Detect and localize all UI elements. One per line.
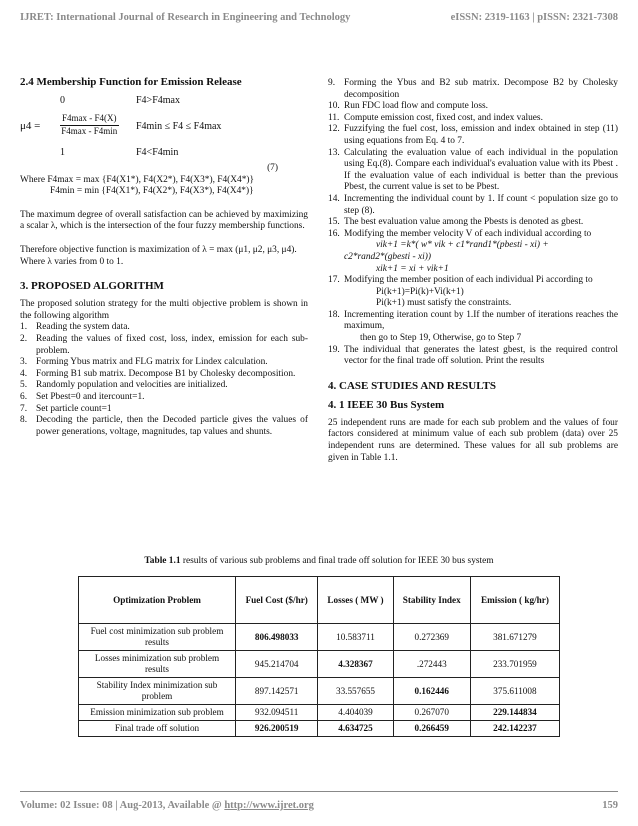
section-4-1-title: 4. 1 IEEE 30 Bus System: [328, 398, 445, 411]
journal-title: IJRET: International Journal of Research in Engineering and Technology: [20, 12, 351, 23]
list-item: 2. Reading the values of fixed cost, loss, index, emission for each sub-problem.: [20, 333, 308, 356]
list-item: 3. Forming Ybus matrix and FLG matrix for Lindex calculation.: [20, 357, 268, 368]
table-cell: Final trade off solution: [79, 721, 236, 737]
right-column: [328, 78, 618, 464]
table-cell: 229.144834: [470, 705, 559, 721]
table-cell: 945.214704: [236, 651, 318, 678]
section-2-4-title: 2.4 Membership Function for Emission Release: [20, 76, 242, 88]
section-4-title: 4. CASE STUDIES AND RESULTS: [328, 379, 497, 392]
table-cell: 381.671279: [470, 624, 559, 651]
list-item: 10. Run FDC load flow and compute loss.: [328, 101, 489, 112]
table-cell: 10.583711: [318, 624, 393, 651]
table-cell: Stability Index minimization sub problem: [79, 678, 236, 705]
page-number: 159: [602, 800, 618, 811]
list-item: 4. Forming B1 sub matrix. Decompose B1 by Cholesky decomposition.: [20, 368, 296, 379]
table-cell: 33.557655: [318, 678, 393, 705]
list-item: 12. Fuzzifying the fuel cost, loss, emission and index obtained in step (11) using equations from Eq. 4 to 7.: [328, 124, 618, 146]
page-header: [20, 12, 618, 23]
algorithm-steps-left: [20, 322, 308, 438]
table-cell: 242.142237: [470, 721, 559, 737]
table-row: [79, 651, 560, 678]
mf-mu: μ4 =: [20, 120, 41, 132]
where-max: Where F4max = max {F4(X1*), F4(X2*), F4(X3*), F4(X4*)}: [20, 174, 255, 185]
left-column: [20, 76, 308, 438]
column-header: Optimization Problem: [79, 577, 236, 624]
list-item: 19. The individual that generates the latest gbest, is the required control vector for the final trade off solution. Print the results: [328, 344, 618, 367]
table-cell: 4.404039: [318, 705, 393, 721]
list-item: 11. Compute emission cost, fixed cost, and index values.: [328, 112, 543, 123]
journal-link[interactable]: http://www.ijret.org: [224, 800, 314, 811]
position-eq-1: Pi(k+1)=Pi(k)+Vi(k+1): [376, 286, 464, 297]
velocity-eq-3: xik+1 = xi + vik+1: [376, 263, 449, 274]
column-header: Stability Index: [393, 577, 470, 624]
mf-numerator: F4max - F4(X): [60, 113, 119, 126]
table-caption-text: results of various sub problems and final trade off solution for IEEE 30 bus system: [180, 556, 494, 566]
list-item: 13. Calculating the evaluation value of each individual in the population using Eq.(8). Compare each individual's evaluation value with its Pbest . If the evaluation value of each individual is better than the previous Pbest, the current value is set to be Pbest.: [328, 147, 618, 193]
mf-zero: 0: [60, 95, 65, 106]
table-cell: 0.272369: [393, 624, 470, 651]
results-table: [78, 576, 560, 737]
position-eq-2: Pi(k+1) must satisfy the constraints.: [376, 298, 512, 309]
paragraph-objective: Therefore objective function is maximization of λ = max (μ1, μ2, μ3, μ4).: [20, 244, 297, 255]
page-footer: [20, 800, 618, 811]
section-3-title: 3. PROPOSED ALGORITHM: [20, 280, 164, 293]
table-caption-label: Table 1.1: [144, 556, 181, 566]
table-cell: Emission minimization sub problem: [79, 705, 236, 721]
table-cell: 0.266459: [393, 721, 470, 737]
list-item: 1. Reading the system data.: [20, 322, 130, 333]
footer-volume: Volume: 02 Issue: 08 | Aug-2013, Available @ http://www.ijret.org: [20, 800, 314, 811]
table-cell: 233.701959: [470, 651, 559, 678]
list-item: 17. Modifying the member position of each individual Pi according to: [328, 275, 593, 286]
mf-cond3: F4<F4min: [136, 147, 179, 158]
table-cell: 375.611008: [470, 678, 559, 705]
list-item: 15. The best evaluation value among the Pbests is denoted as gbest.: [328, 217, 584, 228]
table-cell: 4.328367: [318, 651, 393, 678]
column-header: Losses ( MW ): [318, 577, 393, 624]
where-min: F4min = min {F4(X1*), F4(X2*), F4(X3*), F4(X4*)}: [50, 186, 254, 197]
list-item: 18. Incrementing iteration count by 1.If the number of iterations reaches the maximum,: [328, 309, 618, 332]
algorithm-step-17: [328, 275, 618, 287]
algorithm-step-19: [328, 345, 618, 368]
mf-fraction: [60, 113, 119, 137]
table-cell: 4.634725: [318, 721, 393, 737]
list-item: 8. Decoding the particle, then the Decoded particle gives the values of power generations, voltage, magnitudes, tap values and shunts.: [20, 415, 308, 437]
algorithm-step-18: [328, 310, 618, 333]
list-item: 7. Set particle count=1: [20, 403, 112, 414]
table-row: [79, 721, 560, 737]
velocity-eq-1: vik+1 =k*( w* vik + c1*rand1*(pbesti - xi) +: [376, 240, 549, 251]
mf-cond1: F4>F4max: [136, 95, 180, 106]
table-cell: 932.094511: [236, 705, 318, 721]
table-cell: 0.162446: [393, 678, 470, 705]
table-caption: [20, 556, 618, 566]
table-row: [79, 678, 560, 705]
paragraph-satisfaction: The maximum degree of overall satisfaction can be achieved by maximizing a scalar λ, which is the intersection of the four fuzzy membership functions.: [20, 209, 308, 232]
table-row: [79, 705, 560, 721]
membership-function: [20, 95, 308, 163]
table-cell: 0.267070: [393, 705, 470, 721]
paragraph-lambda: Where λ varies from 0 to 1.: [20, 256, 124, 267]
paragraph-runs: 25 independent runs are made for each sub problem and the values of four factors considered at minimum value of each sub problem (data) over 25 independent runs are determined. These values for all sub problems are given in Table 1.1.: [328, 417, 618, 463]
table-header-row: [79, 577, 560, 624]
table-cell: 897.142571: [236, 678, 318, 705]
mf-one: 1: [60, 147, 65, 158]
list-item: 5. Randomly population and velocities are initialized.: [20, 380, 228, 391]
table-cell: Losses minimization sub problem results: [79, 651, 236, 678]
issn: eISSN: 2319-1163 | pISSN: 2321-7308: [450, 12, 618, 23]
step-18-continuation: then go to Step 19, Otherwise, go to Step 7: [360, 333, 522, 344]
paragraph-strategy: The proposed solution strategy for the multi objective problem is shown in the following algorithm: [20, 299, 308, 321]
velocity-eq-2: c2*rand2*(gbesti - xi)): [344, 251, 431, 262]
footer-divider: [20, 791, 618, 792]
column-header: Fuel Cost ($/hr): [236, 577, 318, 624]
list-item: 14. Incrementing the individual count by 1. If count < population size go to step (8).: [328, 193, 618, 216]
mf-cond2: F4min ≤ F4 ≤ F4max: [136, 121, 222, 132]
column-header: Emission ( kg/hr): [470, 577, 559, 624]
table-cell: 926.200519: [236, 721, 318, 737]
list-item: 9. Forming the Ybus and B2 sub matrix. Decompose B2 by Cholesky decomposition: [328, 78, 618, 100]
equation-number: (7): [267, 163, 278, 173]
list-item: 16. Modifying the member velocity V of each individual according to: [328, 228, 592, 239]
algorithm-steps-right: [328, 78, 618, 240]
table-cell: 806.498033: [236, 624, 318, 651]
table-cell: Fuel cost minimization sub problem results: [79, 624, 236, 651]
mf-denominator: F4max - F4min: [61, 125, 118, 136]
table-row: [79, 624, 560, 651]
table-cell: .272443: [393, 651, 470, 678]
list-item: 6. Set Pbest=0 and itercount=1.: [20, 391, 145, 402]
